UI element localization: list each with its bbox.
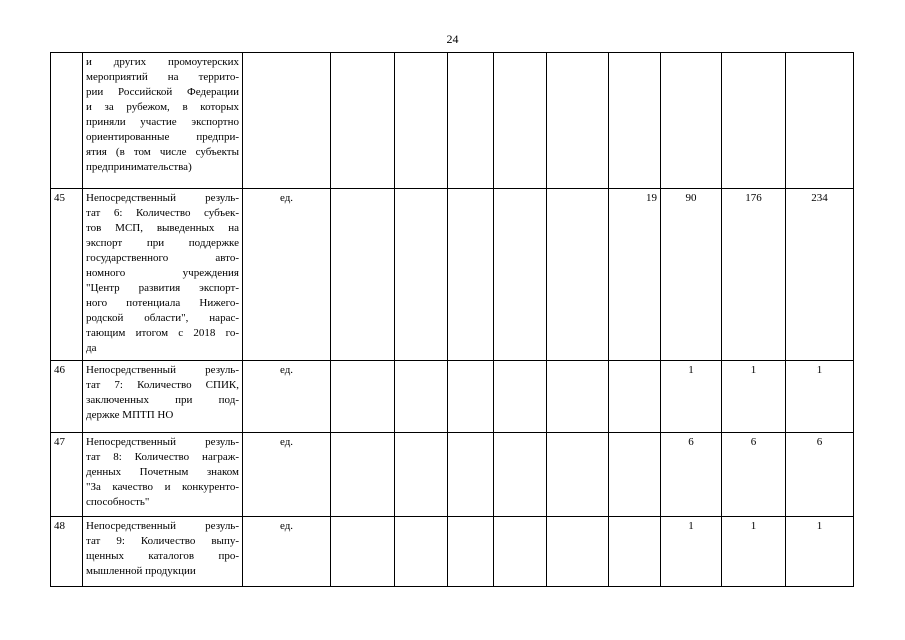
description-line: государственного авто-	[86, 252, 239, 264]
description-line: "Центр развития экспорт-	[86, 282, 239, 294]
description-line: рии Российской Федерации	[86, 86, 239, 98]
description-line: тат 6: Количество субъек-	[86, 207, 239, 219]
row-number-cell: 47	[51, 433, 83, 517]
description-line: предпринимательства)	[86, 161, 192, 173]
value-cell	[395, 53, 448, 189]
value-cell	[786, 53, 854, 189]
value-cell	[547, 189, 609, 361]
description-line: тат 8: Количество награж-	[86, 451, 239, 463]
value-cell: 6	[786, 433, 854, 517]
description-line: Непосредственный резуль-	[86, 436, 239, 448]
unit-cell: ед.	[243, 433, 331, 517]
row-number-cell: 48	[51, 517, 83, 587]
value-cell	[547, 53, 609, 189]
description-line: Непосредственный резуль-	[86, 520, 239, 532]
description-line: щенных каталогов про-	[86, 550, 239, 562]
description-line: родской области", нарас-	[86, 312, 239, 324]
value-cell	[395, 433, 448, 517]
indicator-description-cell	[83, 53, 243, 189]
value-cell: 90	[661, 189, 722, 361]
table-row	[51, 53, 854, 189]
description-line: и других промоутерских	[86, 56, 239, 68]
indicator-table	[50, 52, 854, 587]
description-line: Непосредственный резуль-	[86, 364, 239, 376]
row-number-cell: 46	[51, 361, 83, 433]
description-line: тающим итогом с 2018 го-	[86, 327, 239, 339]
indicator-description-cell	[83, 517, 243, 587]
value-cell	[494, 53, 547, 189]
value-cell	[547, 517, 609, 587]
value-cell: 176	[722, 189, 786, 361]
page-number: 24	[446, 32, 459, 46]
row-number-cell: 45	[51, 189, 83, 361]
value-cell	[331, 189, 395, 361]
table-row	[51, 517, 854, 587]
value-cell	[494, 433, 547, 517]
value-cell: 1	[722, 361, 786, 433]
description-line: номного учреждения	[86, 267, 239, 279]
description-line: и за рубежом, в которых	[86, 101, 239, 113]
value-cell	[448, 53, 494, 189]
value-cell	[448, 433, 494, 517]
unit-cell: ед.	[243, 361, 331, 433]
value-cell	[722, 53, 786, 189]
value-cell	[609, 53, 661, 189]
description-line: ятия (в том числе субъекты	[86, 146, 239, 158]
value-cell	[331, 433, 395, 517]
table-row	[51, 189, 854, 361]
description-line: Непосредственный резуль-	[86, 192, 239, 204]
value-cell	[609, 361, 661, 433]
description-line: приняли участие экспортно	[86, 116, 239, 128]
indicator-description-cell	[83, 361, 243, 433]
table-row	[51, 361, 854, 433]
value-cell	[547, 361, 609, 433]
description-line: ориентированные предпри-	[86, 131, 239, 143]
value-cell	[395, 189, 448, 361]
value-cell: 1	[722, 517, 786, 587]
description-line: да	[86, 342, 97, 354]
value-cell: 1	[661, 517, 722, 587]
value-cell	[395, 361, 448, 433]
value-cell	[661, 53, 722, 189]
description-line: денных Почетным знаком	[86, 466, 239, 478]
value-cell: 6	[722, 433, 786, 517]
value-cell	[331, 517, 395, 587]
value-cell	[395, 517, 448, 587]
unit-cell: ед.	[243, 189, 331, 361]
description-line: тат 7: Количество СПИК,	[86, 379, 239, 391]
value-cell	[331, 53, 395, 189]
value-cell	[494, 517, 547, 587]
value-cell	[609, 517, 661, 587]
description-line: держке МПТП НО	[86, 409, 174, 421]
indicator-description-cell	[83, 433, 243, 517]
value-cell: 1	[661, 361, 722, 433]
description-line: тат 9: Количество выпу-	[86, 535, 239, 547]
unit-cell: ед.	[243, 517, 331, 587]
unit-cell	[243, 53, 331, 189]
value-cell	[448, 189, 494, 361]
value-cell	[494, 361, 547, 433]
description-line: способность"	[86, 496, 150, 508]
description-line: тов МСП, выведенных на	[86, 222, 239, 234]
value-cell	[448, 517, 494, 587]
description-line: заключенных при под-	[86, 394, 239, 406]
description-line: "За качество и конкуренто-	[86, 481, 239, 493]
value-cell: 1	[786, 517, 854, 587]
value-cell	[547, 433, 609, 517]
value-cell	[331, 361, 395, 433]
value-cell	[494, 189, 547, 361]
description-line: экспорт при поддержке	[86, 237, 239, 249]
description-line: мышленной продукции	[86, 565, 196, 577]
value-cell	[448, 361, 494, 433]
indicator-description-cell	[83, 189, 243, 361]
description-line: мероприятий на террито-	[86, 71, 239, 83]
description-line: ного потенциала Нижего-	[86, 297, 239, 309]
table-body	[51, 53, 854, 587]
value-cell: 6	[661, 433, 722, 517]
value-cell: 1	[786, 361, 854, 433]
value-cell: 234	[786, 189, 854, 361]
row-number-cell	[51, 53, 83, 189]
value-cell	[609, 433, 661, 517]
value-cell: 19	[609, 189, 661, 361]
table-row	[51, 433, 854, 517]
